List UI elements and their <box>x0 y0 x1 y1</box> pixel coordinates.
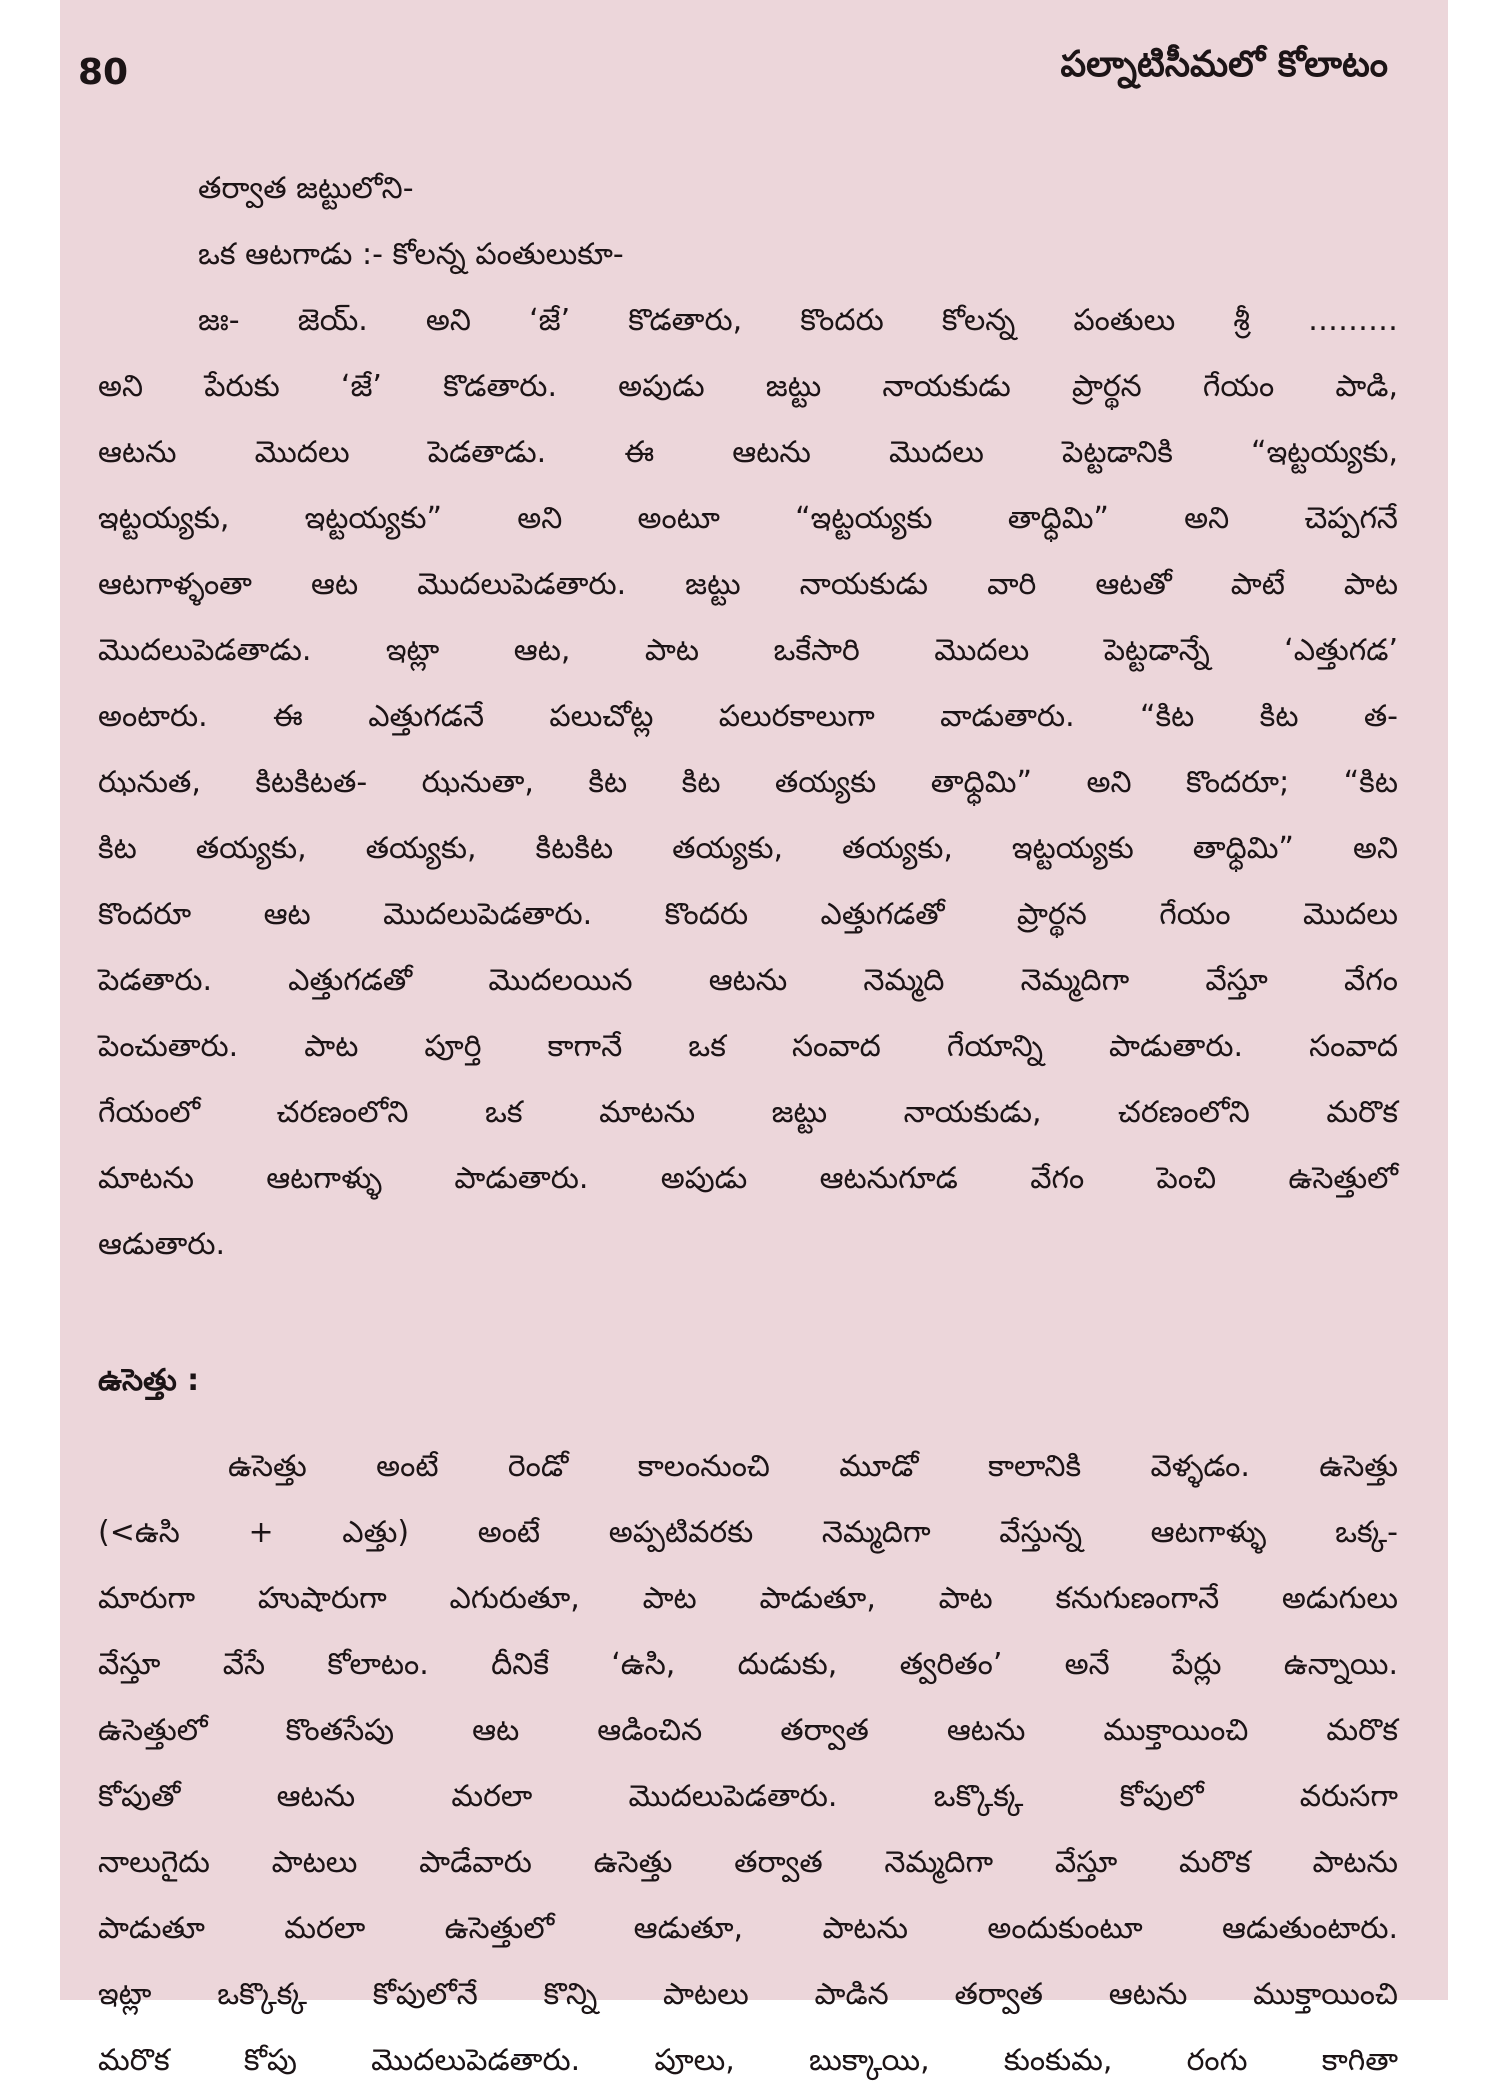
running-header: పల్నాటిసీమలో కోలాటం <box>1060 44 1388 85</box>
body-text <box>98 156 1398 2094</box>
text-line: అని పేరుకు ‘జే’ కొడతారు. అపుడు జట్టు నాయకుడు ప్రార్థన గేయం పాడి, <box>98 369 1398 404</box>
text-line: ఇట్లా ఒక్కొక్క కోపులోనే కొన్ని పాటలు పాడిన తర్వాత ఆటను ముక్తాయించి <box>98 1977 1398 2012</box>
text-line: మారుగా హుషారుగా ఎగురుతూ, పాట పాడుతూ, పాట కనుగుణంగానే అడుగులు <box>98 1581 1398 1616</box>
text-line: మరొక కోపు మొదలుపెడతారు. పూలు, బుక్కాయి, కుంకుమ, రంగు కాగితా <box>98 2043 1398 2078</box>
text-line: కొందరూ ఆట మొదలుపెడతారు. కొందరు ఎత్తుగడతో ప్రార్థన గేయం మొదలు <box>98 897 1398 932</box>
scanned-page <box>60 0 1448 2078</box>
text-line: (<ఉసి + ఎత్తు) అంటే అప్పటివరకు నెమ్మదిగా వేస్తున్న ఆటగాళ్ళు ఒక్క- <box>98 1515 1398 1550</box>
text-line: అంటారు. ఈ ఎత్తుగడనే పలుచోట్ల పలురకాలుగా వాడుతారు. “కిట కిట త- <box>98 699 1398 734</box>
paragraph-1 <box>98 156 1398 1278</box>
text-line: పెడతారు. ఎత్తుగడతో మొదలయిన ఆటను నెమ్మది నెమ్మదిగా వేస్తూ వేగం <box>98 963 1398 998</box>
text-line: వేస్తూ వేసే కోలాటం. దీనికే ‘ఉసి, దుడుకు, త్వరితం’ అనే పేర్లు ఉన్నాయి. <box>98 1647 1398 1682</box>
text-line: ఇట్టయ్యకు, ఇట్టయ్యకు” అని అంటూ “ఇట్టయ్యకు తాధ్ధిమి” అని చెప్పగనే <box>98 501 1398 536</box>
text-line: నాలుగైదు పాటలు పాడేవారు ఉసెత్తు తర్వాత నెమ్మదిగా వేస్తూ మరొక పాటను <box>98 1845 1398 1880</box>
text-line: మొదలుపెడతాడు. ఇట్లా ఆట, పాట ఒకేసారి మొదలు పెట్టడాన్నే ‘ఎత్తుగడ’ <box>98 633 1398 668</box>
text-line: ఒక ఆటగాడు :- కోలన్న పంతులుకూ- <box>198 237 624 272</box>
page-number: 80 <box>78 52 129 93</box>
text-line: పాడుతూ మరలా ఉసెత్తులో ఆడుతూ, పాటను అందుకుంటూ ఆడుతుంటారు. <box>98 1911 1398 1946</box>
text-line: గేయంలో చరణంలోని ఒక మాటను జట్టు నాయకుడు, చరణంలోని మరొక <box>98 1095 1398 1130</box>
paragraph-2 <box>98 1434 1398 2094</box>
text-line: ఆటను మొదలు పెడతాడు. ఈ ఆటను మొదలు పెట్టడానికి “ఇట్టయ్యకు, <box>98 435 1398 470</box>
text-line: జః- జెయ్. అని ‘జే’ కొడతారు, కొందరు కోలన్న పంతులు శ్రీ ……… <box>198 303 1398 338</box>
text-line: ఝనుత, కిటకిటత- ఝనుతా, కిట కిట తయ్యకు తాధ్ధిమి” అని కొందరూ; “కిట <box>98 765 1398 800</box>
section-heading: ఉసెత్తు : <box>98 1363 200 1398</box>
text-line: మాటను ఆటగాళ్ళు పాడుతారు. అపుడు ఆటనుగూడ వేగం పెంచి ఉసెత్తులో <box>98 1161 1398 1196</box>
text-line: ఆటగాళ్ళంతా ఆట మొదలుపెడతారు. జట్టు నాయకుడు వారి ఆటతో పాటే పాట <box>98 567 1398 602</box>
text-line: కోపుతో ఆటను మరలా మొదలుపెడతారు. ఒక్కొక్క కోపులో వరుసగా <box>98 1779 1398 1814</box>
text-line: కిట తయ్యకు, తయ్యకు, కిటకిట తయ్యకు, తయ్యకు, ఇట్టయ్యకు తాధ్ధిమి” అని <box>98 831 1398 866</box>
text-line: ఆడుతారు. <box>98 1227 226 1262</box>
text-line: పెంచుతారు. పాట పూర్తి కాగానే ఒక సంవాద గేయాన్ని పాడుతారు. సంవాద <box>98 1029 1398 1064</box>
text-line: ఉసెత్తు అంటే రెండో కాలంనుంచి మూడో కాలానికి వెళ్ళడం. ఉసెత్తు <box>228 1449 1398 1484</box>
text-line: తర్వాత జట్టులోని- <box>198 171 414 206</box>
text-line: ఉసెత్తులో కొంతసేపు ఆట ఆడించిన తర్వాత ఆటను ముక్తాయించి మరొక <box>98 1713 1398 1748</box>
